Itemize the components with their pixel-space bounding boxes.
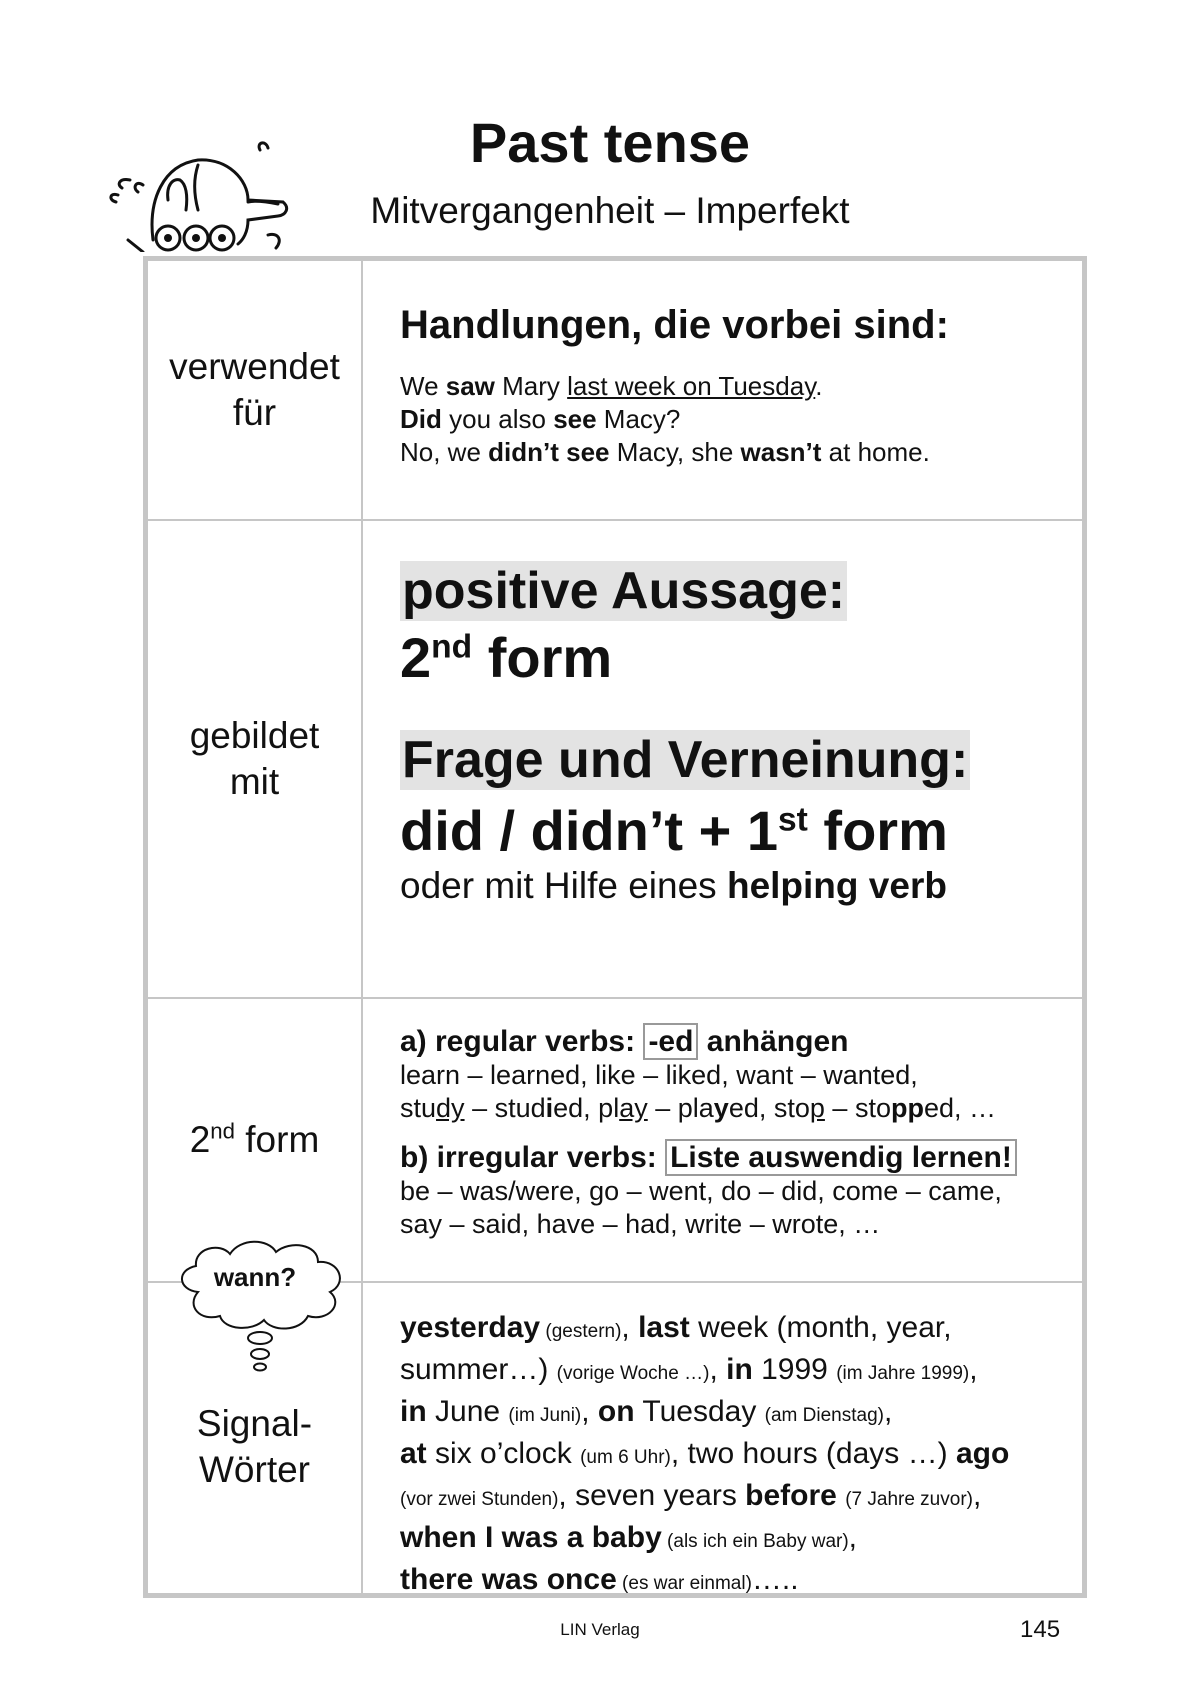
irregular-heading: b) irregular verbs: Liste auswendig lernen!	[400, 1141, 1082, 1175]
helper-note: oder mit Hilfe eines helping verb	[400, 865, 947, 906]
publisher: LIN Verlag	[560, 1620, 640, 1639]
page-number: 145	[1020, 1616, 1061, 1643]
label-formation	[148, 521, 363, 997]
content-formation	[363, 521, 1082, 997]
signal-line-7: there was once (es war einmal)…..	[400, 1563, 799, 1596]
label-usage-line2: für	[232, 392, 277, 433]
label-second-form: 2nd form	[148, 999, 363, 1281]
positive-form: 2nd form	[400, 626, 613, 689]
irregular-examples-1: be – was/were, go – went, do – did, come – came,	[400, 1176, 1002, 1206]
signal-line-6: when I was a baby (als ich ein Baby war),	[400, 1521, 858, 1554]
label-formation-line2: mit	[229, 761, 280, 802]
positive-heading: positive Aussage:	[402, 562, 846, 620]
content-signal-words	[363, 1283, 1082, 1596]
usage-example-3: No, we didn’t see Macy, she wasn’t at home.	[400, 437, 930, 467]
irregular-examples-2: say – said, have – had, write – wrote, …	[400, 1209, 881, 1239]
label-usage	[148, 261, 363, 519]
question-heading: Frage und Verneinung:	[402, 731, 969, 789]
label-signal-line1: Signal-	[196, 1403, 313, 1444]
usage-example-2: Did you also see Macy?	[400, 404, 681, 434]
content-usage	[363, 261, 1082, 519]
usage-heading: Handlungen, die vorbei sind:	[400, 303, 949, 347]
row-formation	[148, 521, 1082, 999]
regular-heading: a) regular verbs: -ed anhängen	[400, 1025, 849, 1058]
grammar-table	[143, 256, 1087, 1598]
signal-line-5: (vor zwei Stunden), seven years before (7 Jahre zuvor),	[400, 1479, 982, 1512]
row-usage	[148, 261, 1082, 521]
label-signal-line2: Wörter	[199, 1449, 310, 1490]
signal-line-1: yesterday (gestern), last week (month, year,	[400, 1311, 952, 1344]
question-form: did / didn’t + 1st form	[400, 799, 948, 862]
cloud-label: wann?	[213, 1262, 297, 1292]
content-second-form	[363, 999, 1082, 1281]
signal-line-3: in June (im Juni), on Tuesday (am Dienstag),	[400, 1395, 893, 1428]
label-formation-line1: gebildet	[189, 715, 320, 756]
regular-examples-1: learn – learned, like – liked, want – wanted,	[400, 1060, 918, 1090]
usage-example-1: We saw Mary last week on Tuesday.	[400, 371, 823, 401]
regular-examples-2: study – studied, play – played, stop – stopped, …	[400, 1093, 997, 1123]
page-title: Past tense	[469, 111, 751, 174]
page-subtitle: Mitvergangenheit – Imperfekt	[370, 190, 850, 231]
label-usage-line1: verwendet	[169, 346, 340, 387]
thought-cloud-icon	[168, 1232, 368, 1372]
signal-line-2: summer…) (vorige Woche …), in 1999 (im Jahre 1999),	[400, 1353, 978, 1386]
signal-line-4: at six o’clock (um 6 Uhr), two hours (days …) ago	[400, 1437, 1010, 1470]
